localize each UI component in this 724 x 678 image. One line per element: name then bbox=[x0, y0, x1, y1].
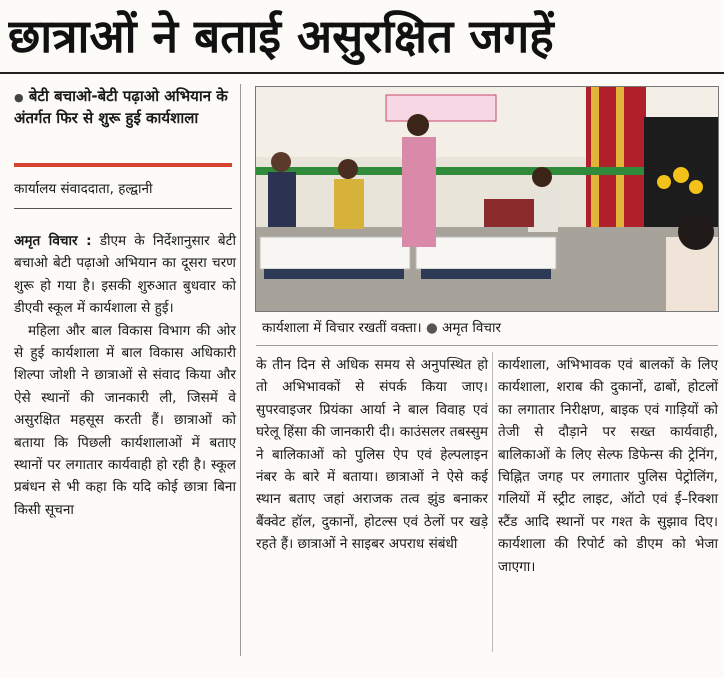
caption-credit: अमृत विचार bbox=[442, 320, 502, 336]
caption-rule bbox=[256, 345, 718, 346]
column-3 bbox=[498, 354, 718, 578]
headline: छात्राओं ने बताई असुरक्षित जगहें bbox=[8, 9, 554, 63]
article-photo bbox=[255, 86, 719, 312]
subheadline-text: बेटी बचाओ-बेटी पढ़ाओ अभियान के अंतर्गत फिर से शुरू हुई कार्यशाला bbox=[14, 87, 228, 127]
column-2 bbox=[256, 354, 488, 556]
paragraph: कार्यशाला, अभिभावक एवं बालकों के लिए कार्यशाला, शराब की दुकानों, ढाबों, होटलों का लगातार निरीक्षण, बाइक एवं गाड़ियों को तेजी से दौड़ाने पर सख्त कार्यवाही, बालिकाओं के लिए सेल्फ डिफेन्स की ट्रेनिंग, चिह्नित जगह पर लगातार पुलिस पेट्रोलिंग, गलियों में स्ट्रीट लाइट, ऑटो एवं ई–रिक्शा स्टैंड आदि स्थानों पर गश्त के सुझाव दिए। कार्यशाला की रिपोर्ट को डीएम को भेजा जाएगा। bbox=[498, 357, 718, 575]
paragraph: के तीन दिन से अधिक समय से अनुपस्थित हो तो अभिभावकों से संपर्क किया जाए। सुपरवाइजर प्रियंका आर्या ने बाल विवाह एवं घरेलू हिंसा की जानकारी दी। काउंसलर तबस्सुम ने बालिकाओं को पुलिस ऐप एवं हेल्पलाइन नंबर के बारे में बताया। छात्राओं ने ऐसे कई स्थान बताए जहां अराजक तत्व झुंड बनाकर बैंक्वेट हॉल, दुकानों, होटल्स एवं ठेलों पर खड़े रहते हैं। छात्राओं ने साइबर अपराध संबंधी bbox=[256, 357, 488, 553]
subheadline bbox=[14, 86, 236, 129]
accent-bar bbox=[14, 163, 232, 167]
caption-bullet-icon: ● bbox=[425, 320, 438, 336]
paragraph: महिला और बाल विकास विभाग की ओर से हुई कार्यशाला में बाल विकास अधिकारी शिल्पा जोशी ने छात्राओं से संवाद किया और ऐसे स्थानों की जानकारी ली, जिसमें वे असुरक्षित महसूस करती हैं। छात्राओं को बताया कि पिछली कार्यशालाओं में बताए स्थानों पर लगातार कार्यवाही हो रही है। स्कूल प्रबंधन से भी कहा कि यदि कोई छात्रा बिना किसी सूचना bbox=[14, 322, 236, 518]
byline: कार्यालय संवाददाता, हल्द्वानी bbox=[14, 181, 153, 197]
column-1 bbox=[14, 230, 236, 521]
lead-label: अमृत विचार : bbox=[14, 233, 92, 249]
column-divider bbox=[492, 352, 493, 652]
column-divider bbox=[240, 84, 241, 656]
caption-text: कार्यशाला में विचार रखतीं वक्ता। bbox=[262, 320, 422, 336]
byline-rule bbox=[14, 208, 232, 209]
headline-rule bbox=[0, 72, 724, 74]
photo-caption bbox=[262, 318, 712, 338]
lead-paragraph bbox=[14, 230, 236, 320]
bullet-icon: ● bbox=[14, 91, 24, 104]
lead-text: डीएम के निर्देशानुसार बेटी बचाओ बेटी पढ़ाओ अभियान का दूसरा चरण शुरू हो गया है। इसकी शुरुआत बुधवार को डीएवी स्कूल में कार्यशाला से हुई। bbox=[14, 233, 236, 317]
photo-illustration bbox=[256, 87, 718, 311]
